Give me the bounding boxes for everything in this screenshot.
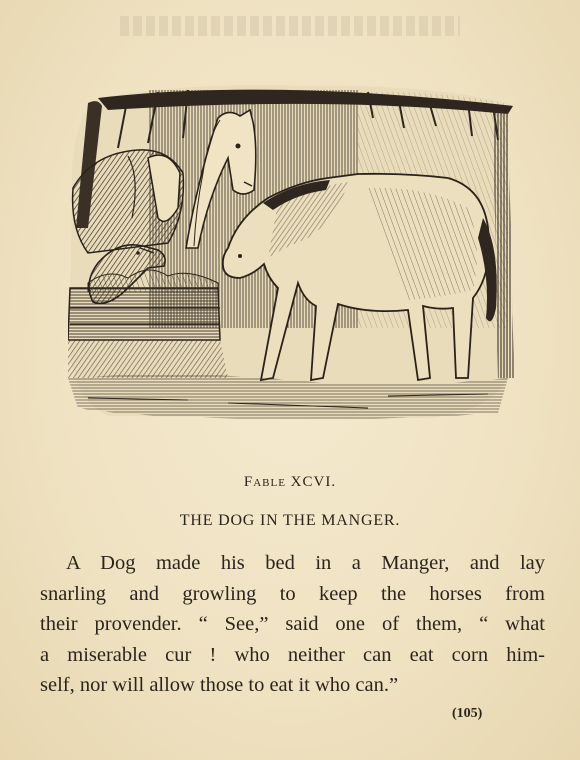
body-line: a miserable cur ! who neither can eat corn him- — [40, 643, 545, 666]
body-line: A Dog made his bed in a Manger, and lay — [66, 552, 545, 574]
fable-number: Fable XCVI. — [243, 474, 337, 490]
body-line: self, nor will allow those to eat it who can.” — [40, 674, 399, 696]
fable-body — [40, 548, 545, 701]
body-line: snarling and growling to keep the horses from — [40, 582, 545, 605]
engraving-illustration — [68, 78, 518, 423]
body-line: their provender. “ See,” said one of them, “ what — [40, 613, 545, 635]
page-number: (105) — [452, 706, 483, 721]
fable-title: THE DOG IN THE MANGER. — [179, 512, 401, 529]
bleed-through-text — [120, 16, 460, 36]
